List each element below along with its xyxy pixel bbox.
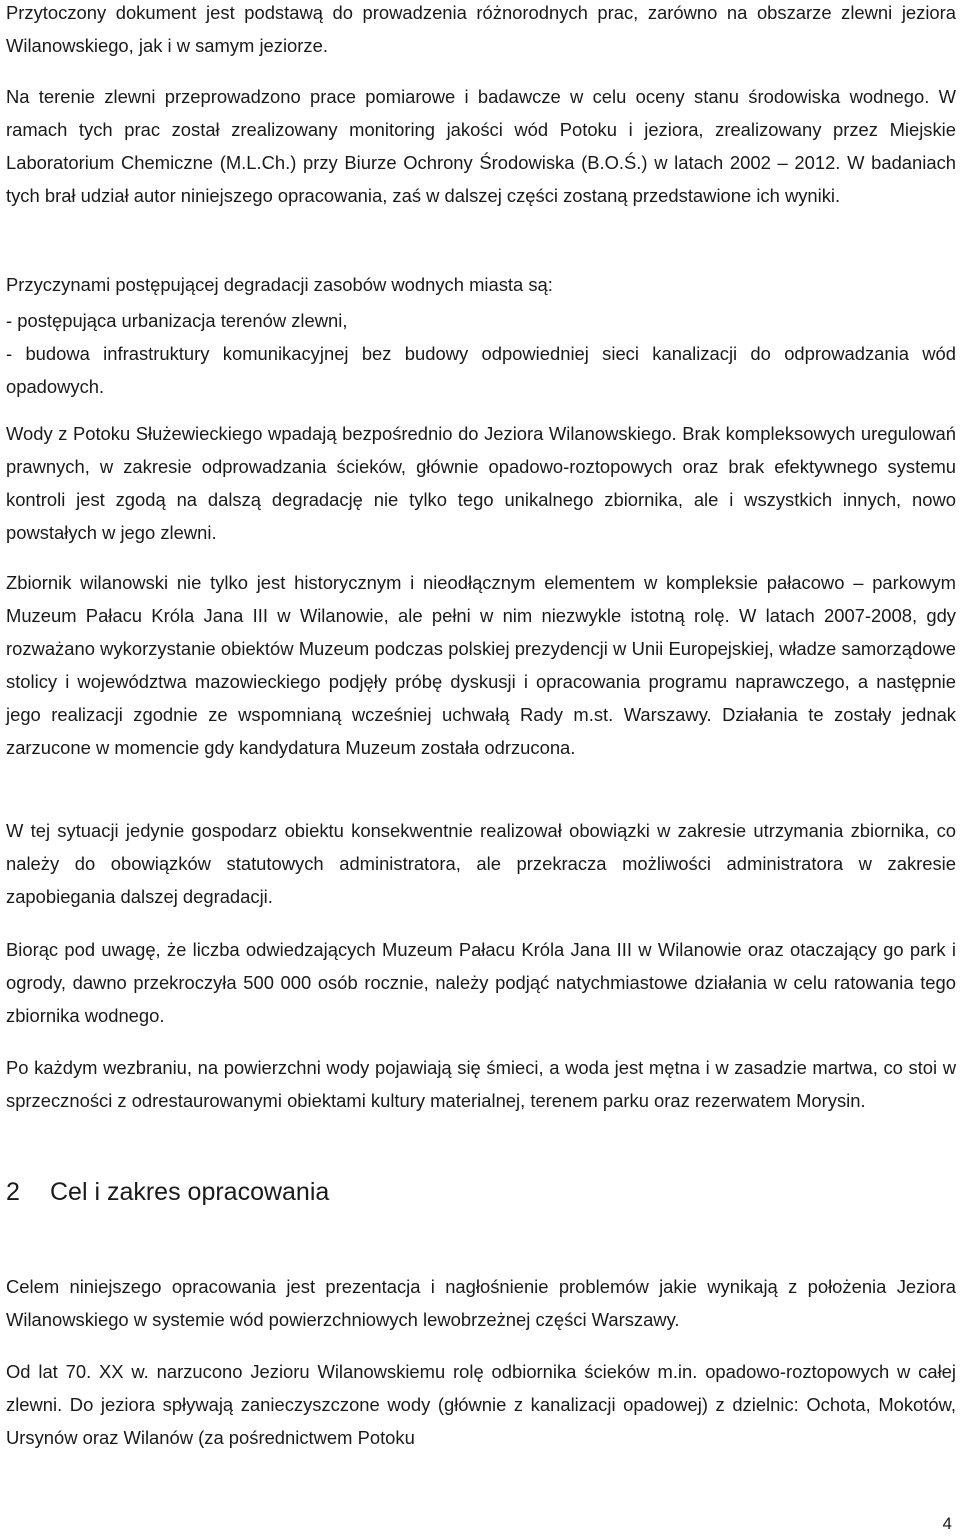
paragraph-visitors: Biorąc pod uwagę, że liczba odwiedzających Muzeum Pałacu Króla Jana III w Wilanowie oraz otaczający go park i ogrody, dawno przekroczyła 500 000 osób rocznie, należy podjąć natychmiastowe działania w celu ratowania tego zbiornika wodnego. bbox=[6, 939, 956, 1026]
paragraph-since-70s: Od lat 70. XX w. narzucono Jezioru Wilanowskiemu rolę odbiornika ścieków m.in. opadowo-roztopowych w całej zlewni. Do jeziora spływają zanieczyszczone wody (głównie z kanalizacji opadowej) z dzielnic: Ochota, Mokotów, Ursynów oraz Wilanów (za pośrednictwem Potoku bbox=[6, 1361, 956, 1448]
paragraph-research: Na terenie zlewni przeprowadzono prace pomiarowe i badawcze w celu oceny stanu środowiska wodnego. W ramach tych prac został zrealizowany monitoring jakości wód Potoku i jeziora, zrealizowany przez Miejskie Laboratorium Chemiczne (M.L.Ch.) przy Biurze Ochrony Środowiska (B.O.Ś.) w latach 2002 – 2012. W badaniach tych brał udział autor niniejszego opracowania, zaś w dalszej części zostaną przedstawione ich wyniki. bbox=[6, 86, 956, 206]
paragraph-situation: W tej sytuacji jedynie gospodarz obiektu konsekwentnie realizował obowiązki w zakresie utrzymania zbiornika, co należy do obowiązków statutowych administratora, ale przekracza możliwości administratora w zakresie zapobiegania dalszej degradacji. bbox=[6, 820, 956, 907]
paragraph-flooding: Po każdym wezbraniu, na powierzchni wody pojawiają się śmieci, a woda jest mętna i w zasadzie martwa, co stoi w sprzeczności z odrestaurowanymi obiektami kultury materialnej, terenem parku oraz rezerwatem Morysin. bbox=[6, 1057, 956, 1111]
paragraph-reservoir: Zbiornik wilanowski nie tylko jest historycznym i nieodłącznym elementem w kompleksie pałacowo – parkowym Muzeum Pałacu Króla Jana III w Wilanowie, ale pełni w nim niezwykle istotną rolę. W latach 2007-2008, gdy rozważano wykorzystanie obiektów Muzeum podczas polskiej prezydencji w Unii Europejskiej, władze samorządowe stolicy i województwa mazowieckiego podjęły próbę dyskusji i opracowania programu naprawczego, a następnie jego realizacji zgodnie ze wspomnianą wcześniej uchwałą Rady m.st. Warszawy. Działania te zostały jednak zarzucone w momencie gdy kandydatura Muzeum została odrzucona. bbox=[6, 572, 956, 758]
page-number: 4 bbox=[942, 1514, 952, 1533]
list-item: - postępująca urbanizacja terenów zlewni, bbox=[6, 310, 348, 331]
paragraph-stream-waters: Wody z Potoku Służewieckiego wpadają bezpośrednio do Jeziora Wilanowskiego. Brak kompleksowych uregulowań prawnych, w zakresie odprowadzania ścieków, głównie opadowo-roztopowych oraz brak efektywnego systemu kontroli jest zgodą na dalszą degradację nie tylko tego unikalnego zbiornika, ale i wszystkich innych, nowo powstałych w jego zlewni. bbox=[6, 423, 956, 543]
causes-list bbox=[6, 304, 956, 403]
list-item: - budowa infrastruktury komunikacyjnej bez budowy odpowiedniej sieci kanalizacji do odprowadzania wód opadowych. bbox=[6, 343, 956, 397]
section-heading bbox=[6, 1174, 329, 1210]
section-title: Cel i zakres opracowania bbox=[50, 1178, 330, 1206]
paragraph-purpose: Celem niniejszego opracowania jest prezentacja i nagłośnienie problemów jakie wynikają z położenia Jeziora Wilanowskiego w systemie wód powierzchniowych lewobrzeżnej części Warszawy. bbox=[6, 1276, 956, 1330]
paragraph-intro: Przytoczony dokument jest podstawą do prowadzenia różnorodnych prac, zarówno na obszarze zlewni jeziora Wilanowskiego, jak i w samym jeziorze. bbox=[6, 2, 956, 56]
paragraph-causes-intro: Przyczynami postępującej degradacji zasobów wodnych miasta są: bbox=[6, 274, 553, 295]
section-number: 2 bbox=[6, 1178, 20, 1206]
